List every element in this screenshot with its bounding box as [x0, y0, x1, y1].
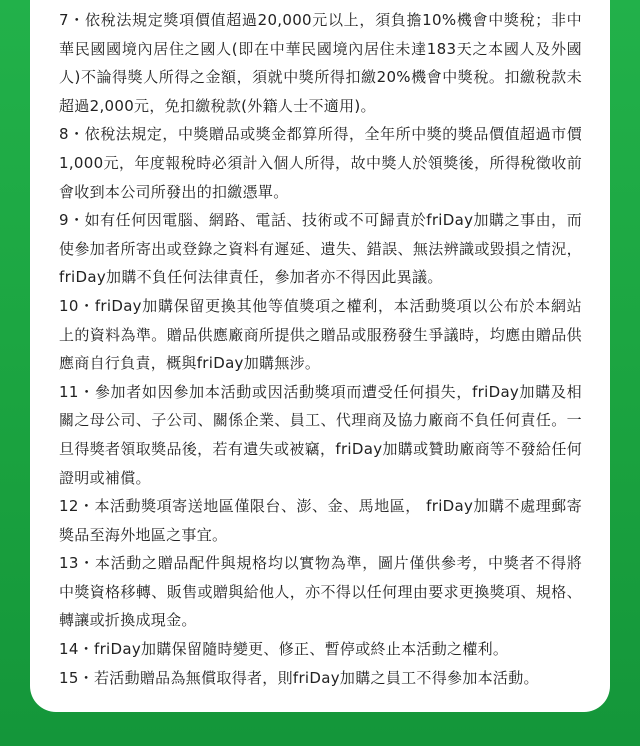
rule-item-15: 15・若活動贈品為無償取得者，則friDay加購之員工不得參加本活動。	[59, 668, 539, 687]
rule-item-11: 11・參加者如因參加本活動或因活動獎項而遭受任何損失，friDay加購及相關之母公司、子公司、關係企業、員工、代理商及協力廠商不負任何責任。一旦得獎者領取獎品後，若有遺失或被竊，friDay加購或贊助廠商等不發給任何證明或補償。	[59, 382, 582, 487]
rule-item-8: 8・依稅法規定，中獎贈品或獎金都算所得，全年所中獎的獎品價值超過市價1,000元，年度報稅時必須計入個人所得，故中獎人於領獎後，所得稅徵收前會收到本公司所發出的扣繳憑單。	[59, 125, 582, 201]
rule-item-9: 9・如有任何因電腦、網路、電話、技術或不可歸責於friDay加購之事由，而使參加者所寄出或登錄之資料有遲延、遺失、錯誤、無法辨識或毀損之情況， friDay加購不負任何法律責任，參加者亦不得因此異議。	[59, 211, 582, 287]
rule-item-12: 12・本活動獎項寄送地區僅限台、澎、金、馬地區， friDay加購不處理郵寄獎品至海外地區之事宜。	[59, 497, 582, 544]
rule-item-14: 14・friDay加購保留隨時變更、修正、暫停或終止本活動之權利。	[59, 640, 509, 659]
rule-item-10: 10・friDay加購保留更換其他等值獎項之權利，本活動獎項以公布於本網站上的資料為準。贈品供應廠商所提供之贈品或服務發生爭議時，均應由贈品供應商自行負責，概與friDay加購無涉。	[59, 296, 582, 373]
rule-item-7: 7・依稅法規定獎項價值超過20,000元以上，須負擔10%機會中獎稅；非中華民國國境內居住之國人(即在中華民國境內居住未達183天之本國人及外國人)不論得獎人所得之金額，須就中獎所得扣繳20%機會中獎稅。扣繳稅款未超過2,000元，免扣繳稅款(外籍人士不適用)。	[59, 11, 582, 115]
terms-card	[30, 0, 610, 712]
rule-item-13: 13・本活動之贈品配件與規格均以實物為準，圖片僅供參考，中獎者不得將中獎資格移轉、販售或贈與給他人，亦不得以任何理由要求更換獎項、規格、轉讓或折換成現金。	[59, 554, 582, 630]
